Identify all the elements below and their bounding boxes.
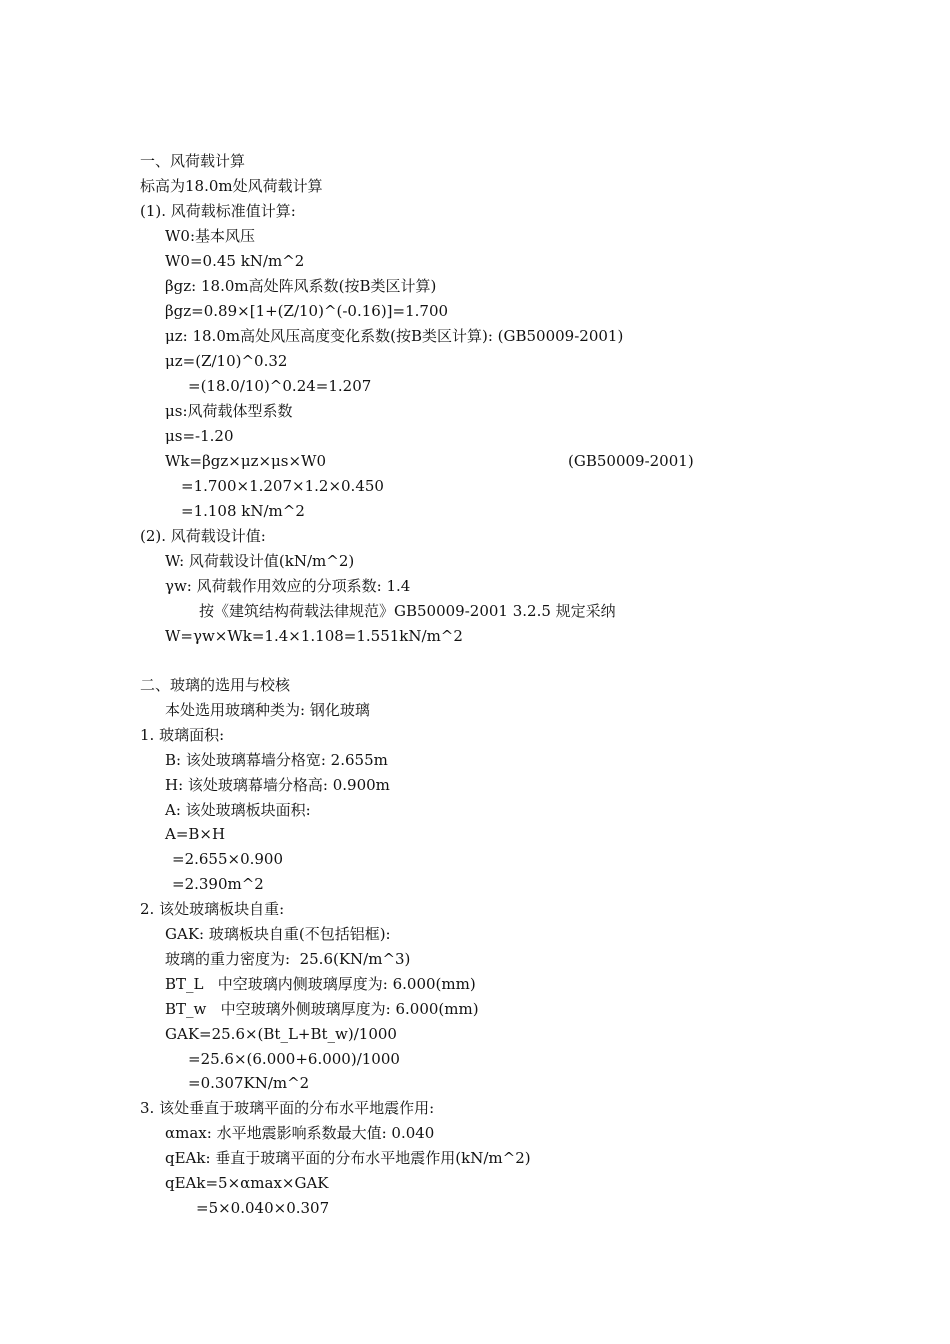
bt-l-thickness: BT_L 中空玻璃内侧玻璃厚度为: 6.000(mm)	[165, 975, 476, 993]
gw-label: γw: 风荷载作用效应的分项系数: 1.4	[165, 577, 411, 595]
section-heading-wind-load: 一、风荷载计算	[140, 152, 246, 170]
glass-type: 本处选用玻璃种类为: 钢化玻璃	[165, 701, 370, 719]
gak-calc: =25.6×(6.000+6.000)/1000	[188, 1050, 400, 1068]
qeak-calc: =5×0.040×0.307	[196, 1199, 330, 1217]
gak-label: GAK: 玻璃板块自重(不包括铝框):	[165, 925, 391, 943]
us-label: μs:风荷载体型系数	[165, 402, 293, 420]
w-label: W: 风荷载设计值(kN/m^2)	[165, 552, 355, 570]
wk-reference: (GB50009-2001)	[568, 452, 694, 470]
a-formula: A=B×H	[165, 825, 226, 843]
h-value: H: 该处玻璃幕墙分格高: 0.900m	[165, 776, 390, 794]
gak-formula: GAK=25.6×(Bt_L+Bt_w)/1000	[165, 1025, 397, 1043]
qeak-label: qEAk: 垂直于玻璃平面的分布水平地震作用(kN/m^2)	[165, 1149, 531, 1167]
item1-title: 1. 玻璃面积:	[140, 726, 225, 744]
gak-result: =0.307KN/m^2	[188, 1074, 310, 1092]
uz-label: μz: 18.0m高处风压高度变化系数(按B类区计算): (GB50009-2001)	[165, 327, 624, 345]
item3-title: 3. 该处垂直于玻璃平面的分布水平地震作用:	[140, 1099, 435, 1117]
w-formula: W=γw×Wk=1.4×1.108=1.551kN/m^2	[165, 627, 463, 645]
wk-calc: =1.700×1.207×1.2×0.450	[181, 477, 384, 495]
w0-value: W0=0.45 kN/m^2	[165, 252, 305, 270]
glass-density: 玻璃的重力密度为: 25.6(KN/m^3)	[165, 950, 411, 968]
us-value: μs=-1.20	[165, 427, 234, 445]
section-heading-glass: 二、玻璃的选用与校核	[140, 676, 291, 694]
b-value: B: 该处玻璃幕墙分格宽: 2.655m	[165, 751, 388, 769]
a-calc: =2.655×0.900	[172, 850, 284, 868]
subtitle-elevation: 标高为18.0m处风荷载计算	[140, 177, 323, 195]
a-label: A: 该处玻璃板块面积:	[165, 801, 311, 819]
part1-title: (1). 风荷载标准值计算:	[140, 202, 296, 220]
part2-title: (2). 风荷载设计值:	[140, 527, 266, 545]
bt-w-thickness: BT_w 中空玻璃外侧玻璃厚度为: 6.000(mm)	[165, 1000, 479, 1018]
qeak-formula: qEAk=5×αmax×GAK	[165, 1174, 329, 1192]
bgz-formula: βgz=0.89×[1+(Z/10)^(-0.16)]=1.700	[165, 302, 449, 320]
amax-label: αmax: 水平地震影响系数最大值: 0.040	[165, 1124, 435, 1142]
wk-formula: Wk=βgz×μz×μs×W0	[165, 452, 327, 470]
uz-formula: μz=(Z/10)^0.32	[165, 352, 288, 370]
w0-label: W0:基本风压	[165, 227, 256, 245]
bgz-label: βgz: 18.0m高处阵风系数(按B类区计算)	[165, 277, 437, 295]
gw-reference: 按《建筑结构荷载法律规范》GB50009-2001 3.2.5 规定采纳	[199, 602, 616, 620]
item2-title: 2. 该处玻璃板块自重:	[140, 900, 285, 918]
a-result: =2.390m^2	[172, 875, 264, 893]
uz-result: =(18.0/10)^0.24=1.207	[188, 377, 372, 395]
wk-result: =1.108 kN/m^2	[181, 502, 305, 520]
